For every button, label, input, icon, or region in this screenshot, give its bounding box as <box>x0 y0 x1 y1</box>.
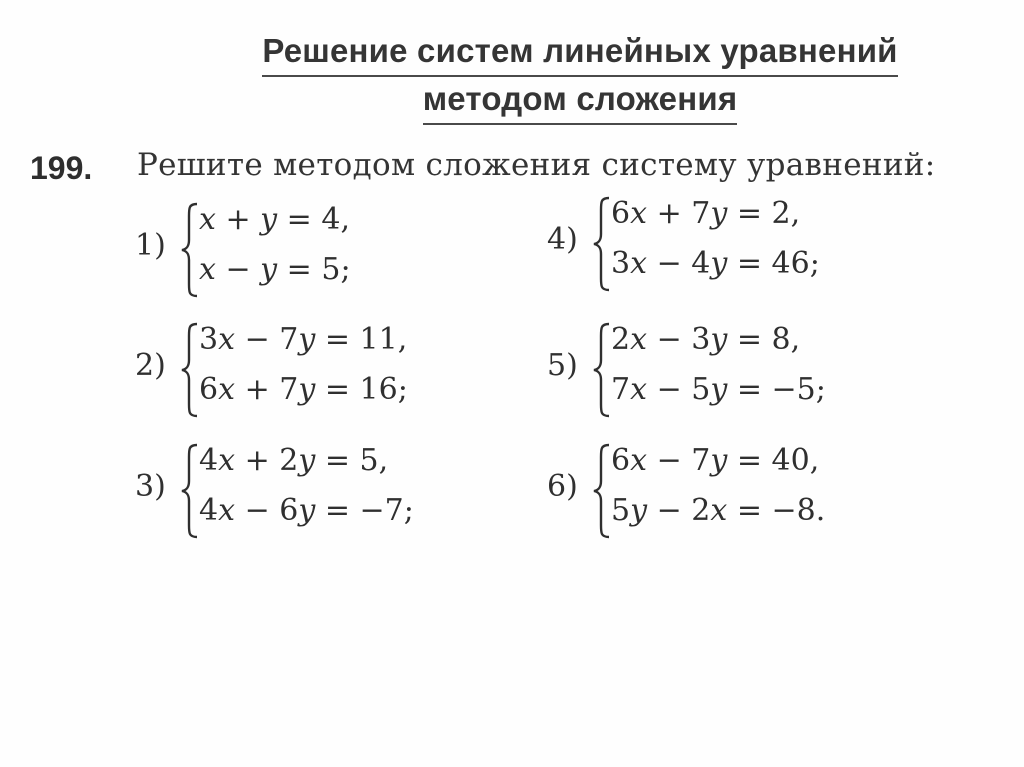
left-brace-icon <box>591 322 613 418</box>
equation-system-3 <box>135 443 435 543</box>
problem-number: 199. <box>30 150 93 186</box>
equation-system-6 <box>547 443 867 543</box>
section-title-line-2 <box>0 80 1024 125</box>
section-title-text-2: методом сложения <box>423 80 738 125</box>
equation-system-2 <box>135 322 435 422</box>
left-brace-icon <box>179 322 201 418</box>
equation-1: x + y = 4, <box>199 202 350 237</box>
equation-2: x − y = 5; <box>199 252 351 287</box>
left-brace-icon <box>591 443 613 539</box>
equation-1: 4x + 2y = 5, <box>199 443 389 478</box>
left-brace-icon <box>179 443 201 539</box>
system-label: 2) <box>135 348 166 383</box>
left-brace-icon <box>591 196 613 292</box>
equation-1: 3x − 7y = 11, <box>199 322 408 357</box>
system-label: 4) <box>547 222 578 257</box>
equation-1: 6x − 7y = 40, <box>611 443 820 478</box>
equation-system-5 <box>547 322 867 422</box>
system-label: 6) <box>547 469 578 504</box>
equation-1: 6x + 7y = 2, <box>611 196 801 231</box>
equation-1: 2x − 3y = 8, <box>611 322 801 357</box>
system-label: 5) <box>547 348 578 383</box>
equation-2: 7x − 5y = −5; <box>611 372 826 407</box>
system-label: 3) <box>135 469 166 504</box>
equation-2: 5y − 2x = −8. <box>611 493 826 528</box>
equation-2: 6x + 7y = 16; <box>199 372 408 407</box>
left-brace-icon <box>179 202 201 298</box>
system-label: 1) <box>135 228 166 263</box>
equation-2: 3x − 4y = 46; <box>611 246 820 281</box>
problem-statement: Решите методом сложения систему уравнений: <box>137 147 936 183</box>
equation-system-4 <box>547 196 867 296</box>
equation-system-1 <box>135 202 435 302</box>
equation-2: 4x − 6y = −7; <box>199 493 414 528</box>
section-title-text-1: Решение систем линейных уравнений <box>262 32 897 77</box>
section-title-line-1 <box>0 32 1024 77</box>
